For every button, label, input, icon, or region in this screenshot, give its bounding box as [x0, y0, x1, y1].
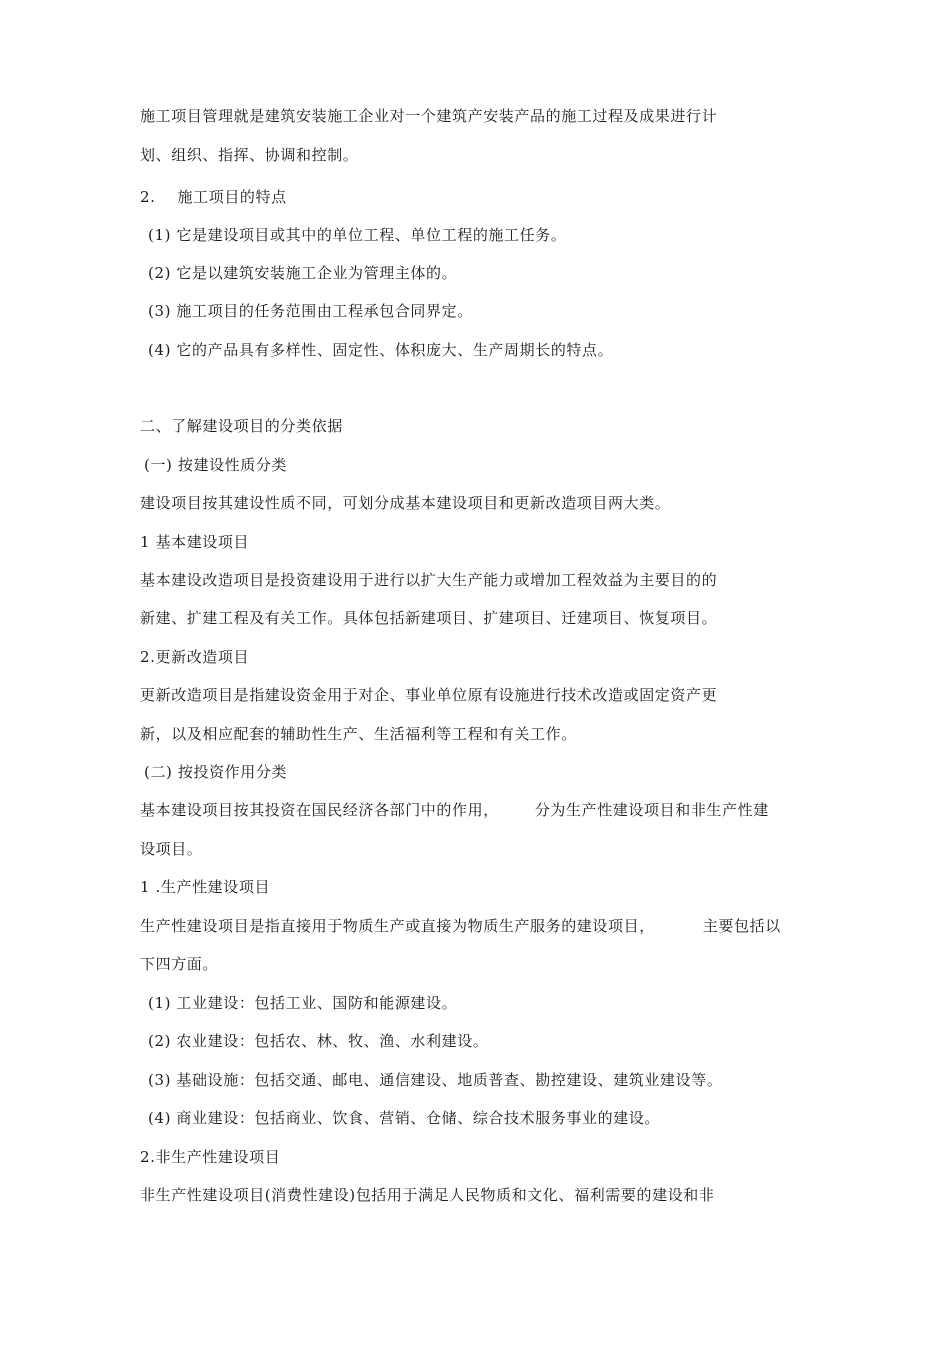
heading-text: 施工项目的特点 — [177, 188, 287, 206]
item-heading: 2.更新改造项目 — [140, 648, 250, 666]
list-item: (1) 它是建设项目或其中的单位工程、单位工程的施工任务。 — [148, 226, 567, 244]
text-segment: 主要包括以 — [702, 917, 781, 935]
item-heading: 1 .生产性建设项目 — [140, 878, 271, 896]
list-item: (3) 施工项目的任务范围由工程承包合同界定。 — [148, 302, 473, 320]
list-item: (4) 商业建设：包括商业、饮食、营销、仓储、综合技术服务事业的建设。 — [148, 1109, 661, 1127]
subsection-heading: (二) 按投资作用分类 — [144, 763, 288, 781]
paragraph-line: 新建、扩建工程及有关工作。具体包括新建项目、扩建项目、迁建项目、恢复项目。 — [140, 609, 718, 627]
heading-number: 2. — [140, 188, 156, 206]
paragraph-line — [140, 916, 781, 936]
paragraph-line: 非生产性建设项目(消费性建设)包括用于满足人民物质和文化、福利需要的建设和非 — [140, 1186, 715, 1204]
paragraph-line — [140, 800, 769, 820]
item-heading: 1 基本建设项目 — [140, 533, 250, 551]
list-item: (1) 工业建设：包括工业、国防和能源建设。 — [148, 994, 458, 1012]
paragraph-line: 建设项目按其建设性质不同，可划分成基本建设项目和更新改造项目两大类。 — [140, 494, 671, 512]
list-item: (4) 它的产品具有多样性、固定性、体积庞大、生产周期长的特点。 — [148, 341, 614, 359]
text-segment: 生产性建设项目是指直接用于物质生产或直接为物质生产服务的建设项目， — [140, 917, 655, 935]
paragraph-line: 施工项目管理就是建筑安装施工企业对一个建筑产安装产品的施工过程及成果进行计 — [140, 107, 718, 125]
text-segment: 分为生产性建设项目和非生产性建 — [534, 801, 769, 819]
list-item: (2) 农业建设：包括农、林、牧、渔、水利建设。 — [148, 1032, 489, 1050]
paragraph-line: 设项目。 — [140, 840, 203, 858]
paragraph-line: 划、组织、指挥、协调和控制。 — [140, 146, 359, 164]
text-segment: 基本建设项目按其投资在国民经济各部门中的作用， — [140, 801, 499, 819]
list-item: (2) 它是以建筑安装施工企业为管理主体的。 — [148, 264, 458, 282]
paragraph-line: 下四方面。 — [140, 955, 219, 973]
subsection-heading: (一) 按建设性质分类 — [144, 456, 288, 474]
item-heading: 2.非生产性建设项目 — [140, 1148, 281, 1166]
paragraph-line: 更新改造项目是指建设资金用于对企、事业单位原有设施进行技术改造或固定资产更 — [140, 686, 718, 704]
section-heading: 二、了解建设项目的分类依据 — [140, 417, 343, 435]
list-item: (3) 基础设施：包括交通、邮电、通信建设、地质普查、勘控建设、建筑业建设等。 — [148, 1071, 723, 1089]
paragraph-line: 新，以及相应配套的辅助性生产、生活福利等工程和有关工作。 — [140, 725, 577, 743]
paragraph-line: 基本建设改造项目是投资建设用于进行以扩大生产能力或增加工程效益为主要目的的 — [140, 571, 718, 589]
section-heading — [140, 187, 287, 207]
